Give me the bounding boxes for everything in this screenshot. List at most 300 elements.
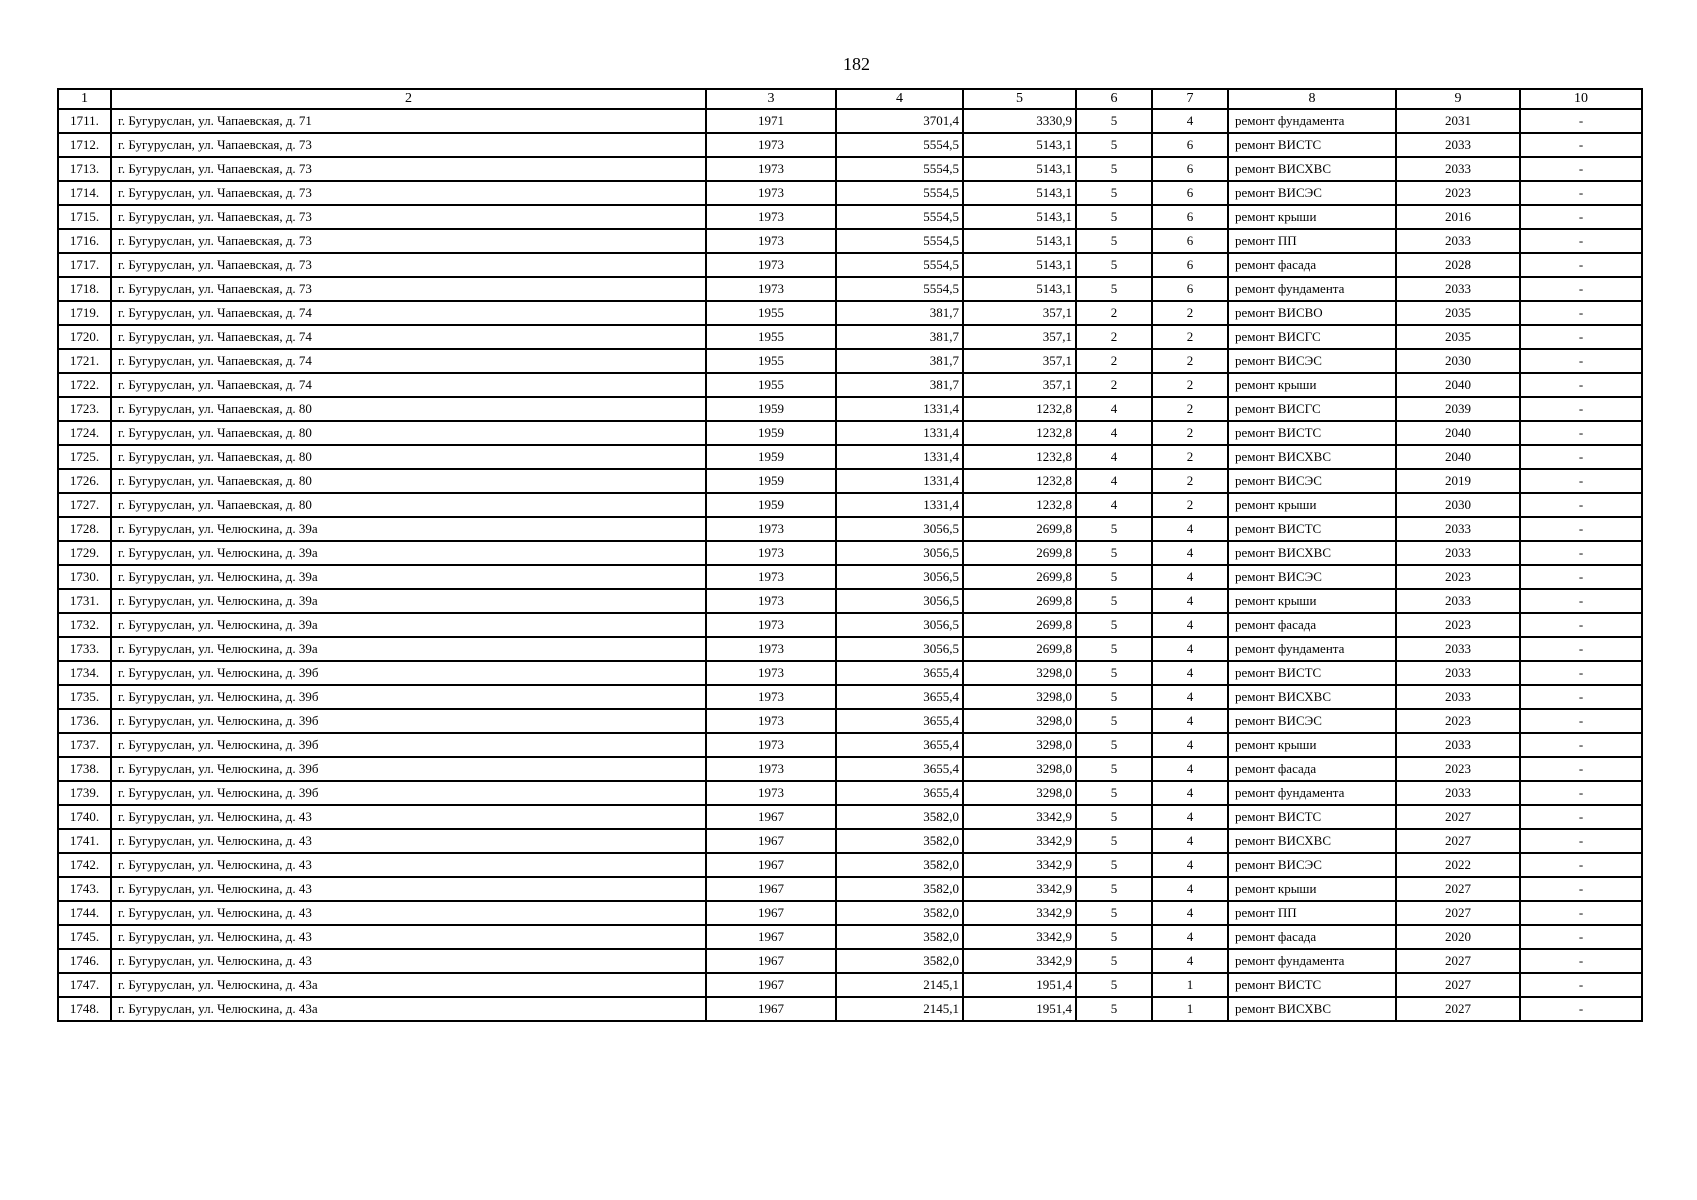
column-header: 1 bbox=[58, 89, 111, 109]
planned-year-cell: 2023 bbox=[1396, 565, 1520, 589]
table-row bbox=[58, 157, 1642, 181]
table-row bbox=[58, 589, 1642, 613]
floors-cell: 4 bbox=[1076, 397, 1152, 421]
entrances-cell: 4 bbox=[1152, 541, 1228, 565]
table-row bbox=[58, 709, 1642, 733]
work-type-cell: ремонт ВИСВО bbox=[1228, 301, 1396, 325]
work-type-cell: ремонт фундамента bbox=[1228, 109, 1396, 133]
address-cell: г. Бугуруслан, ул. Чапаевская, д. 73 bbox=[111, 181, 706, 205]
planned-year-cell: 2033 bbox=[1396, 541, 1520, 565]
planned-year-cell: 2016 bbox=[1396, 205, 1520, 229]
floors-cell: 5 bbox=[1076, 757, 1152, 781]
work-type-cell: ремонт ВИСТС bbox=[1228, 421, 1396, 445]
floors-cell: 5 bbox=[1076, 109, 1152, 133]
floors-cell: 4 bbox=[1076, 421, 1152, 445]
total-area-cell: 381,7 bbox=[836, 325, 963, 349]
row-number-cell: 1718. bbox=[58, 277, 111, 301]
year-built-cell: 1973 bbox=[706, 277, 836, 301]
address-cell: г. Бугуруслан, ул. Чапаевская, д. 73 bbox=[111, 277, 706, 301]
year-built-cell: 1967 bbox=[706, 949, 836, 973]
row-number-cell: 1744. bbox=[58, 901, 111, 925]
floors-cell: 2 bbox=[1076, 349, 1152, 373]
address-cell: г. Бугуруслан, ул. Чапаевская, д. 74 bbox=[111, 301, 706, 325]
work-type-cell: ремонт крыши bbox=[1228, 493, 1396, 517]
table-row bbox=[58, 181, 1642, 205]
year-built-cell: 1973 bbox=[706, 229, 836, 253]
table-body bbox=[58, 109, 1642, 1021]
work-type-cell: ремонт ВИСЭС bbox=[1228, 349, 1396, 373]
work-type-cell: ремонт ВИСХВС bbox=[1228, 829, 1396, 853]
total-area-cell: 3582,0 bbox=[836, 805, 963, 829]
planned-year-cell: 2020 bbox=[1396, 925, 1520, 949]
note-cell: - bbox=[1520, 421, 1642, 445]
table-row bbox=[58, 517, 1642, 541]
row-number-cell: 1713. bbox=[58, 157, 111, 181]
address-cell: г. Бугуруслан, ул. Челюскина, д. 39а bbox=[111, 613, 706, 637]
total-area-cell: 5554,5 bbox=[836, 157, 963, 181]
planned-year-cell: 2027 bbox=[1396, 829, 1520, 853]
planned-year-cell: 2033 bbox=[1396, 685, 1520, 709]
row-number-cell: 1743. bbox=[58, 877, 111, 901]
total-area-cell: 3582,0 bbox=[836, 901, 963, 925]
table-row bbox=[58, 445, 1642, 469]
floors-cell: 4 bbox=[1076, 469, 1152, 493]
living-area-cell: 2699,8 bbox=[963, 613, 1076, 637]
living-area-cell: 5143,1 bbox=[963, 157, 1076, 181]
entrances-cell: 1 bbox=[1152, 997, 1228, 1021]
entrances-cell: 4 bbox=[1152, 757, 1228, 781]
note-cell: - bbox=[1520, 541, 1642, 565]
work-type-cell: ремонт крыши bbox=[1228, 373, 1396, 397]
work-type-cell: ремонт ВИСЭС bbox=[1228, 469, 1396, 493]
entrances-cell: 6 bbox=[1152, 157, 1228, 181]
total-area-cell: 3056,5 bbox=[836, 541, 963, 565]
planned-year-cell: 2031 bbox=[1396, 109, 1520, 133]
total-area-cell: 381,7 bbox=[836, 373, 963, 397]
planned-year-cell: 2040 bbox=[1396, 445, 1520, 469]
floors-cell: 2 bbox=[1076, 373, 1152, 397]
floors-cell: 4 bbox=[1076, 493, 1152, 517]
entrances-cell: 4 bbox=[1152, 613, 1228, 637]
living-area-cell: 3298,0 bbox=[963, 781, 1076, 805]
table-row bbox=[58, 277, 1642, 301]
note-cell: - bbox=[1520, 253, 1642, 277]
year-built-cell: 1959 bbox=[706, 493, 836, 517]
entrances-cell: 4 bbox=[1152, 781, 1228, 805]
address-cell: г. Бугуруслан, ул. Челюскина, д. 43 bbox=[111, 829, 706, 853]
table-row bbox=[58, 133, 1642, 157]
living-area-cell: 3298,0 bbox=[963, 661, 1076, 685]
entrances-cell: 2 bbox=[1152, 349, 1228, 373]
note-cell: - bbox=[1520, 853, 1642, 877]
floors-cell: 5 bbox=[1076, 661, 1152, 685]
address-cell: г. Бугуруслан, ул. Чапаевская, д. 74 bbox=[111, 373, 706, 397]
entrances-cell: 4 bbox=[1152, 661, 1228, 685]
year-built-cell: 1973 bbox=[706, 781, 836, 805]
data-table bbox=[57, 88, 1643, 1022]
living-area-cell: 1951,4 bbox=[963, 973, 1076, 997]
work-type-cell: ремонт фасада bbox=[1228, 613, 1396, 637]
row-number-cell: 1731. bbox=[58, 589, 111, 613]
planned-year-cell: 2023 bbox=[1396, 709, 1520, 733]
living-area-cell: 3342,9 bbox=[963, 829, 1076, 853]
table-row bbox=[58, 637, 1642, 661]
total-area-cell: 3701,4 bbox=[836, 109, 963, 133]
floors-cell: 5 bbox=[1076, 589, 1152, 613]
table-row bbox=[58, 949, 1642, 973]
living-area-cell: 357,1 bbox=[963, 301, 1076, 325]
total-area-cell: 3056,5 bbox=[836, 613, 963, 637]
entrances-cell: 4 bbox=[1152, 685, 1228, 709]
total-area-cell: 3056,5 bbox=[836, 517, 963, 541]
floors-cell: 5 bbox=[1076, 829, 1152, 853]
floors-cell: 4 bbox=[1076, 445, 1152, 469]
row-number-cell: 1725. bbox=[58, 445, 111, 469]
year-built-cell: 1967 bbox=[706, 805, 836, 829]
planned-year-cell: 2028 bbox=[1396, 253, 1520, 277]
work-type-cell: ремонт ПП bbox=[1228, 901, 1396, 925]
entrances-cell: 4 bbox=[1152, 829, 1228, 853]
column-header: 8 bbox=[1228, 89, 1396, 109]
note-cell: - bbox=[1520, 157, 1642, 181]
entrances-cell: 1 bbox=[1152, 973, 1228, 997]
year-built-cell: 1959 bbox=[706, 445, 836, 469]
row-number-cell: 1727. bbox=[58, 493, 111, 517]
entrances-cell: 6 bbox=[1152, 229, 1228, 253]
address-cell: г. Бугуруслан, ул. Челюскина, д. 43а bbox=[111, 973, 706, 997]
total-area-cell: 3582,0 bbox=[836, 949, 963, 973]
work-type-cell: ремонт крыши bbox=[1228, 733, 1396, 757]
planned-year-cell: 2023 bbox=[1396, 181, 1520, 205]
note-cell: - bbox=[1520, 877, 1642, 901]
address-cell: г. Бугуруслан, ул. Чапаевская, д. 73 bbox=[111, 229, 706, 253]
total-area-cell: 3056,5 bbox=[836, 589, 963, 613]
planned-year-cell: 2040 bbox=[1396, 421, 1520, 445]
total-area-cell: 2145,1 bbox=[836, 973, 963, 997]
floors-cell: 5 bbox=[1076, 133, 1152, 157]
planned-year-cell: 2039 bbox=[1396, 397, 1520, 421]
living-area-cell: 3342,9 bbox=[963, 877, 1076, 901]
note-cell: - bbox=[1520, 709, 1642, 733]
address-cell: г. Бугуруслан, ул. Челюскина, д. 39а bbox=[111, 565, 706, 589]
work-type-cell: ремонт ВИСЭС bbox=[1228, 709, 1396, 733]
floors-cell: 5 bbox=[1076, 277, 1152, 301]
work-type-cell: ремонт ВИСХВС bbox=[1228, 997, 1396, 1021]
living-area-cell: 5143,1 bbox=[963, 181, 1076, 205]
row-number-cell: 1715. bbox=[58, 205, 111, 229]
year-built-cell: 1967 bbox=[706, 925, 836, 949]
planned-year-cell: 2033 bbox=[1396, 229, 1520, 253]
row-number-cell: 1724. bbox=[58, 421, 111, 445]
note-cell: - bbox=[1520, 493, 1642, 517]
note-cell: - bbox=[1520, 277, 1642, 301]
entrances-cell: 4 bbox=[1152, 853, 1228, 877]
total-area-cell: 3582,0 bbox=[836, 877, 963, 901]
living-area-cell: 5143,1 bbox=[963, 205, 1076, 229]
total-area-cell: 3655,4 bbox=[836, 661, 963, 685]
floors-cell: 5 bbox=[1076, 637, 1152, 661]
row-number-cell: 1742. bbox=[58, 853, 111, 877]
planned-year-cell: 2027 bbox=[1396, 877, 1520, 901]
table-row bbox=[58, 829, 1642, 853]
entrances-cell: 2 bbox=[1152, 373, 1228, 397]
total-area-cell: 3582,0 bbox=[836, 925, 963, 949]
row-number-cell: 1720. bbox=[58, 325, 111, 349]
entrances-cell: 2 bbox=[1152, 445, 1228, 469]
work-type-cell: ремонт ВИСЭС bbox=[1228, 565, 1396, 589]
table-row bbox=[58, 925, 1642, 949]
entrances-cell: 4 bbox=[1152, 733, 1228, 757]
row-number-cell: 1723. bbox=[58, 397, 111, 421]
planned-year-cell: 2033 bbox=[1396, 517, 1520, 541]
year-built-cell: 1971 bbox=[706, 109, 836, 133]
work-type-cell: ремонт крыши bbox=[1228, 589, 1396, 613]
table-row bbox=[58, 301, 1642, 325]
year-built-cell: 1959 bbox=[706, 421, 836, 445]
planned-year-cell: 2033 bbox=[1396, 157, 1520, 181]
row-number-cell: 1748. bbox=[58, 997, 111, 1021]
work-type-cell: ремонт ВИСТС bbox=[1228, 973, 1396, 997]
note-cell: - bbox=[1520, 109, 1642, 133]
work-type-cell: ремонт ВИСЭС bbox=[1228, 853, 1396, 877]
note-cell: - bbox=[1520, 301, 1642, 325]
note-cell: - bbox=[1520, 589, 1642, 613]
total-area-cell: 5554,5 bbox=[836, 205, 963, 229]
address-cell: г. Бугуруслан, ул. Челюскина, д. 39б bbox=[111, 685, 706, 709]
table-row bbox=[58, 205, 1642, 229]
row-number-cell: 1741. bbox=[58, 829, 111, 853]
floors-cell: 5 bbox=[1076, 229, 1152, 253]
note-cell: - bbox=[1520, 997, 1642, 1021]
entrances-cell: 6 bbox=[1152, 133, 1228, 157]
floors-cell: 5 bbox=[1076, 805, 1152, 829]
address-cell: г. Бугуруслан, ул. Чапаевская, д. 80 bbox=[111, 421, 706, 445]
entrances-cell: 4 bbox=[1152, 877, 1228, 901]
column-header: 2 bbox=[111, 89, 706, 109]
year-built-cell: 1973 bbox=[706, 685, 836, 709]
entrances-cell: 2 bbox=[1152, 493, 1228, 517]
entrances-cell: 4 bbox=[1152, 589, 1228, 613]
row-number-cell: 1719. bbox=[58, 301, 111, 325]
table-row bbox=[58, 781, 1642, 805]
note-cell: - bbox=[1520, 397, 1642, 421]
row-number-cell: 1746. bbox=[58, 949, 111, 973]
work-type-cell: ремонт фундамента bbox=[1228, 637, 1396, 661]
floors-cell: 5 bbox=[1076, 925, 1152, 949]
row-number-cell: 1712. bbox=[58, 133, 111, 157]
year-built-cell: 1967 bbox=[706, 901, 836, 925]
note-cell: - bbox=[1520, 781, 1642, 805]
living-area-cell: 1232,8 bbox=[963, 397, 1076, 421]
planned-year-cell: 2030 bbox=[1396, 493, 1520, 517]
note-cell: - bbox=[1520, 805, 1642, 829]
column-header: 5 bbox=[963, 89, 1076, 109]
planned-year-cell: 2040 bbox=[1396, 373, 1520, 397]
living-area-cell: 5143,1 bbox=[963, 277, 1076, 301]
row-number-cell: 1740. bbox=[58, 805, 111, 829]
address-cell: г. Бугуруслан, ул. Чапаевская, д. 73 bbox=[111, 253, 706, 277]
year-built-cell: 1973 bbox=[706, 133, 836, 157]
year-built-cell: 1973 bbox=[706, 613, 836, 637]
living-area-cell: 1232,8 bbox=[963, 469, 1076, 493]
note-cell: - bbox=[1520, 613, 1642, 637]
total-area-cell: 3655,4 bbox=[836, 685, 963, 709]
floors-cell: 2 bbox=[1076, 325, 1152, 349]
address-cell: г. Бугуруслан, ул. Челюскина, д. 43 bbox=[111, 949, 706, 973]
total-area-cell: 1331,4 bbox=[836, 469, 963, 493]
planned-year-cell: 2035 bbox=[1396, 301, 1520, 325]
table-row bbox=[58, 373, 1642, 397]
address-cell: г. Бугуруслан, ул. Чапаевская, д. 80 bbox=[111, 397, 706, 421]
floors-cell: 5 bbox=[1076, 973, 1152, 997]
note-cell: - bbox=[1520, 517, 1642, 541]
row-number-cell: 1735. bbox=[58, 685, 111, 709]
living-area-cell: 3330,9 bbox=[963, 109, 1076, 133]
table-row bbox=[58, 973, 1642, 997]
table-row bbox=[58, 805, 1642, 829]
floors-cell: 5 bbox=[1076, 181, 1152, 205]
note-cell: - bbox=[1520, 445, 1642, 469]
note-cell: - bbox=[1520, 565, 1642, 589]
entrances-cell: 4 bbox=[1152, 805, 1228, 829]
row-number-cell: 1726. bbox=[58, 469, 111, 493]
table-row bbox=[58, 493, 1642, 517]
year-built-cell: 1973 bbox=[706, 709, 836, 733]
row-number-cell: 1732. bbox=[58, 613, 111, 637]
entrances-cell: 4 bbox=[1152, 925, 1228, 949]
living-area-cell: 357,1 bbox=[963, 349, 1076, 373]
column-header: 6 bbox=[1076, 89, 1152, 109]
total-area-cell: 3056,5 bbox=[836, 565, 963, 589]
floors-cell: 2 bbox=[1076, 301, 1152, 325]
work-type-cell: ремонт ВИСХВС bbox=[1228, 445, 1396, 469]
work-type-cell: ремонт фасада bbox=[1228, 925, 1396, 949]
living-area-cell: 5143,1 bbox=[963, 253, 1076, 277]
total-area-cell: 3655,4 bbox=[836, 733, 963, 757]
address-cell: г. Бугуруслан, ул. Чапаевская, д. 73 bbox=[111, 157, 706, 181]
year-built-cell: 1973 bbox=[706, 541, 836, 565]
planned-year-cell: 2019 bbox=[1396, 469, 1520, 493]
entrances-cell: 4 bbox=[1152, 109, 1228, 133]
total-area-cell: 3056,5 bbox=[836, 637, 963, 661]
planned-year-cell: 2027 bbox=[1396, 997, 1520, 1021]
year-built-cell: 1973 bbox=[706, 205, 836, 229]
entrances-cell: 6 bbox=[1152, 205, 1228, 229]
living-area-cell: 3298,0 bbox=[963, 733, 1076, 757]
floors-cell: 5 bbox=[1076, 685, 1152, 709]
year-built-cell: 1955 bbox=[706, 325, 836, 349]
living-area-cell: 1232,8 bbox=[963, 493, 1076, 517]
row-number-cell: 1738. bbox=[58, 757, 111, 781]
entrances-cell: 4 bbox=[1152, 901, 1228, 925]
column-header: 4 bbox=[836, 89, 963, 109]
total-area-cell: 5554,5 bbox=[836, 277, 963, 301]
planned-year-cell: 2033 bbox=[1396, 277, 1520, 301]
total-area-cell: 3582,0 bbox=[836, 853, 963, 877]
address-cell: г. Бугуруслан, ул. Челюскина, д. 39а bbox=[111, 589, 706, 613]
address-cell: г. Бугуруслан, ул. Челюскина, д. 39а bbox=[111, 637, 706, 661]
note-cell: - bbox=[1520, 349, 1642, 373]
address-cell: г. Бугуруслан, ул. Челюскина, д. 39б bbox=[111, 709, 706, 733]
total-area-cell: 3655,4 bbox=[836, 781, 963, 805]
living-area-cell: 2699,8 bbox=[963, 517, 1076, 541]
address-cell: г. Бугуруслан, ул. Челюскина, д. 39а bbox=[111, 517, 706, 541]
column-header: 7 bbox=[1152, 89, 1228, 109]
note-cell: - bbox=[1520, 733, 1642, 757]
living-area-cell: 3298,0 bbox=[963, 709, 1076, 733]
floors-cell: 5 bbox=[1076, 709, 1152, 733]
table-row bbox=[58, 733, 1642, 757]
address-cell: г. Бугуруслан, ул. Челюскина, д. 39а bbox=[111, 541, 706, 565]
floors-cell: 5 bbox=[1076, 253, 1152, 277]
planned-year-cell: 2033 bbox=[1396, 589, 1520, 613]
row-number-cell: 1717. bbox=[58, 253, 111, 277]
work-type-cell: ремонт крыши bbox=[1228, 877, 1396, 901]
entrances-cell: 6 bbox=[1152, 277, 1228, 301]
floors-cell: 5 bbox=[1076, 949, 1152, 973]
column-header: 3 bbox=[706, 89, 836, 109]
work-type-cell: ремонт ВИСТС bbox=[1228, 133, 1396, 157]
address-cell: г. Бугуруслан, ул. Чапаевская, д. 73 bbox=[111, 133, 706, 157]
table-row bbox=[58, 997, 1642, 1021]
total-area-cell: 3582,0 bbox=[836, 829, 963, 853]
note-cell: - bbox=[1520, 133, 1642, 157]
floors-cell: 5 bbox=[1076, 781, 1152, 805]
entrances-cell: 2 bbox=[1152, 421, 1228, 445]
planned-year-cell: 2027 bbox=[1396, 973, 1520, 997]
work-type-cell: ремонт ВИСГС bbox=[1228, 325, 1396, 349]
work-type-cell: ремонт ПП bbox=[1228, 229, 1396, 253]
row-number-cell: 1711. bbox=[58, 109, 111, 133]
note-cell: - bbox=[1520, 757, 1642, 781]
year-built-cell: 1973 bbox=[706, 181, 836, 205]
address-cell: г. Бугуруслан, ул. Чапаевская, д. 74 bbox=[111, 325, 706, 349]
year-built-cell: 1973 bbox=[706, 157, 836, 181]
address-cell: г. Бугуруслан, ул. Челюскина, д. 43 bbox=[111, 877, 706, 901]
floors-cell: 5 bbox=[1076, 997, 1152, 1021]
floors-cell: 5 bbox=[1076, 565, 1152, 589]
table-row bbox=[58, 661, 1642, 685]
year-built-cell: 1959 bbox=[706, 469, 836, 493]
column-header: 9 bbox=[1396, 89, 1520, 109]
note-cell: - bbox=[1520, 181, 1642, 205]
total-area-cell: 3655,4 bbox=[836, 757, 963, 781]
year-built-cell: 1973 bbox=[706, 733, 836, 757]
living-area-cell: 2699,8 bbox=[963, 565, 1076, 589]
year-built-cell: 1967 bbox=[706, 853, 836, 877]
entrances-cell: 2 bbox=[1152, 397, 1228, 421]
year-built-cell: 1967 bbox=[706, 997, 836, 1021]
work-type-cell: ремонт ВИСТС bbox=[1228, 517, 1396, 541]
note-cell: - bbox=[1520, 469, 1642, 493]
note-cell: - bbox=[1520, 925, 1642, 949]
living-area-cell: 3342,9 bbox=[963, 853, 1076, 877]
row-number-cell: 1728. bbox=[58, 517, 111, 541]
table-row bbox=[58, 757, 1642, 781]
work-type-cell: ремонт ВИСЭС bbox=[1228, 181, 1396, 205]
address-cell: г. Бугуруслан, ул. Челюскина, д. 43 bbox=[111, 805, 706, 829]
year-built-cell: 1973 bbox=[706, 661, 836, 685]
row-number-cell: 1730. bbox=[58, 565, 111, 589]
living-area-cell: 5143,1 bbox=[963, 229, 1076, 253]
living-area-cell: 5143,1 bbox=[963, 133, 1076, 157]
table-row bbox=[58, 877, 1642, 901]
note-cell: - bbox=[1520, 901, 1642, 925]
row-number-cell: 1714. bbox=[58, 181, 111, 205]
total-area-cell: 1331,4 bbox=[836, 421, 963, 445]
table-header-row bbox=[58, 89, 1642, 109]
living-area-cell: 3298,0 bbox=[963, 685, 1076, 709]
